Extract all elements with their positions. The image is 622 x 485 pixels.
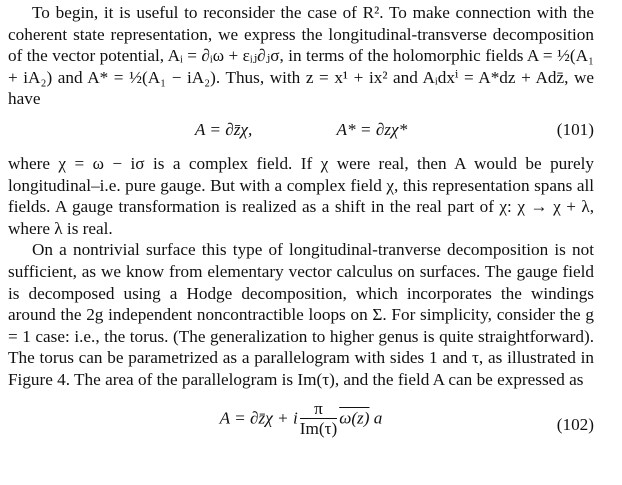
paragraph-torus: On a nontrivial surface this type of longitudinal-tranverse decomposition is not sufficient, as we know from elementary vector calculus on surfaces. The gauge field is decomposed using a Hodge decomposition, which incorporates the windings around the 2g independent noncontractible loops on Σ. For simplicity, consider the g = 1 case: i.e., the torus. (The generalization to higher genus is quite straightforward). The torus can be parametrized as a parallelogram with sides 1 and τ, as illustrated in Figure 4. The area of the parallelogram is Im(τ), and the field A can be expressed as: [8, 240, 594, 389]
equation-101: [8, 111, 594, 153]
paragraph-intro: To begin, it is useful to reconsider the case of R². To make connection with the coherent state representation, we express the longitudinal-transverse decomposition of the vector potential, Aᵢ = ∂ᵢω + εᵢⱼ∂ⱼσ, in terms of the holomorphic fields A = ½(A₁ + iA₂) and A* = ½(A₁ − iA₂). Thus, with z = x¹ + ix² and Aᵢdxⁱ = A*dz + Adz̄, we have: [8, 3, 594, 109]
equation-101-left: A = ∂z̄χ,: [194, 119, 253, 139]
equation-102: [8, 392, 594, 450]
equation-102-denominator: Im(τ): [299, 418, 338, 438]
equation-102-number: (102): [556, 414, 594, 434]
equation-101-body: [8, 119, 594, 141]
equation-101-right: A* = ∂zχ*: [336, 119, 408, 139]
equation-102-fraction: [300, 400, 337, 439]
equation-102-numerator: π: [300, 400, 337, 419]
equation-102-lhs: A = ∂z̄χ + i: [219, 407, 298, 427]
equation-102-overline-term: ω(z): [339, 407, 370, 427]
paper-page: [8, 2, 594, 450]
equation-101-number: (101): [556, 119, 594, 139]
equation-102-body: [8, 400, 594, 439]
paragraph-complex-field: where χ = ω − iσ is a complex field. If χ were real, then A would be purely longitudinal–i.e. pure gauge. But with a complex field χ, this representation spans all fields. A gauge transformation is realized as a shift in the real part of χ: χ → χ + λ, where λ is real.: [8, 153, 594, 238]
equation-102-tail: a: [373, 407, 383, 427]
